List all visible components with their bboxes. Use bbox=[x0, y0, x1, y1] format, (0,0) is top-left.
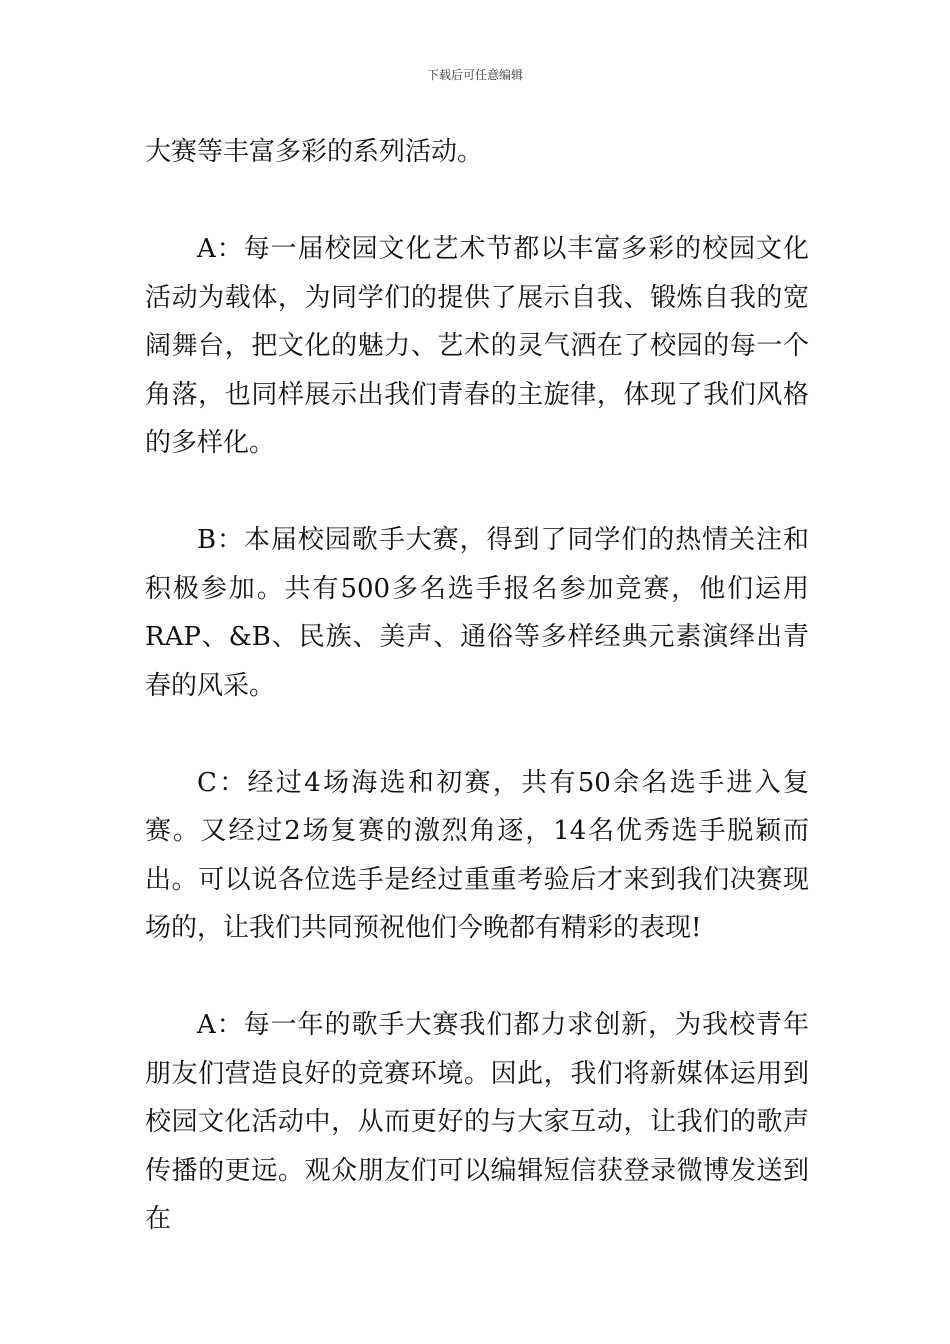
paragraph-continuation: 大赛等丰富多彩的系列活动。 bbox=[145, 137, 484, 167]
paragraph-c-rounds: C：经过4场海选和初赛，共有50余名选手进入复赛。又经过2场复赛的激烈角逐，14名优秀选手脱颖而出。可以说各位选手是经过重重考验后才来到我们决赛现场的，让我们共同预祝他们今晚都有精彩的表现! bbox=[145, 767, 809, 943]
paragraph-b-contest: B：本届校园歌手大赛，得到了同学们的热情关注和积极参加。共有500多名选手报名参加竞赛，他们运用RAP、&B、民族、美声、通俗等多样经典元素演绎出青春的风采。 bbox=[145, 525, 809, 701]
page-header: 下载后可任意编辑 bbox=[426, 68, 523, 82]
paragraph-a-intro: A：每一届校园文化艺术节都以丰富多彩的校园文化活动为载体，为同学们的提供了展示自我、锻炼自我的宽阔舞台，把文化的魅力、艺术的灵气洒在了校园的每一个角落，也同样展示出我们青春的主旋律，体现了我们风格的多样化。 bbox=[145, 234, 809, 458]
paragraph-a-innovation: A：每一年的歌手大赛我们都力求创新，为我校青年朋友们营造良好的竞赛环境。因此，我们将新媒体运用到校园文化活动中，从而更好的与大家互动，让我们的歌声传播的更远。观众朋友们可以编辑短信获登录微博发送到在 bbox=[145, 1010, 809, 1234]
document-body bbox=[145, 128, 809, 1292]
